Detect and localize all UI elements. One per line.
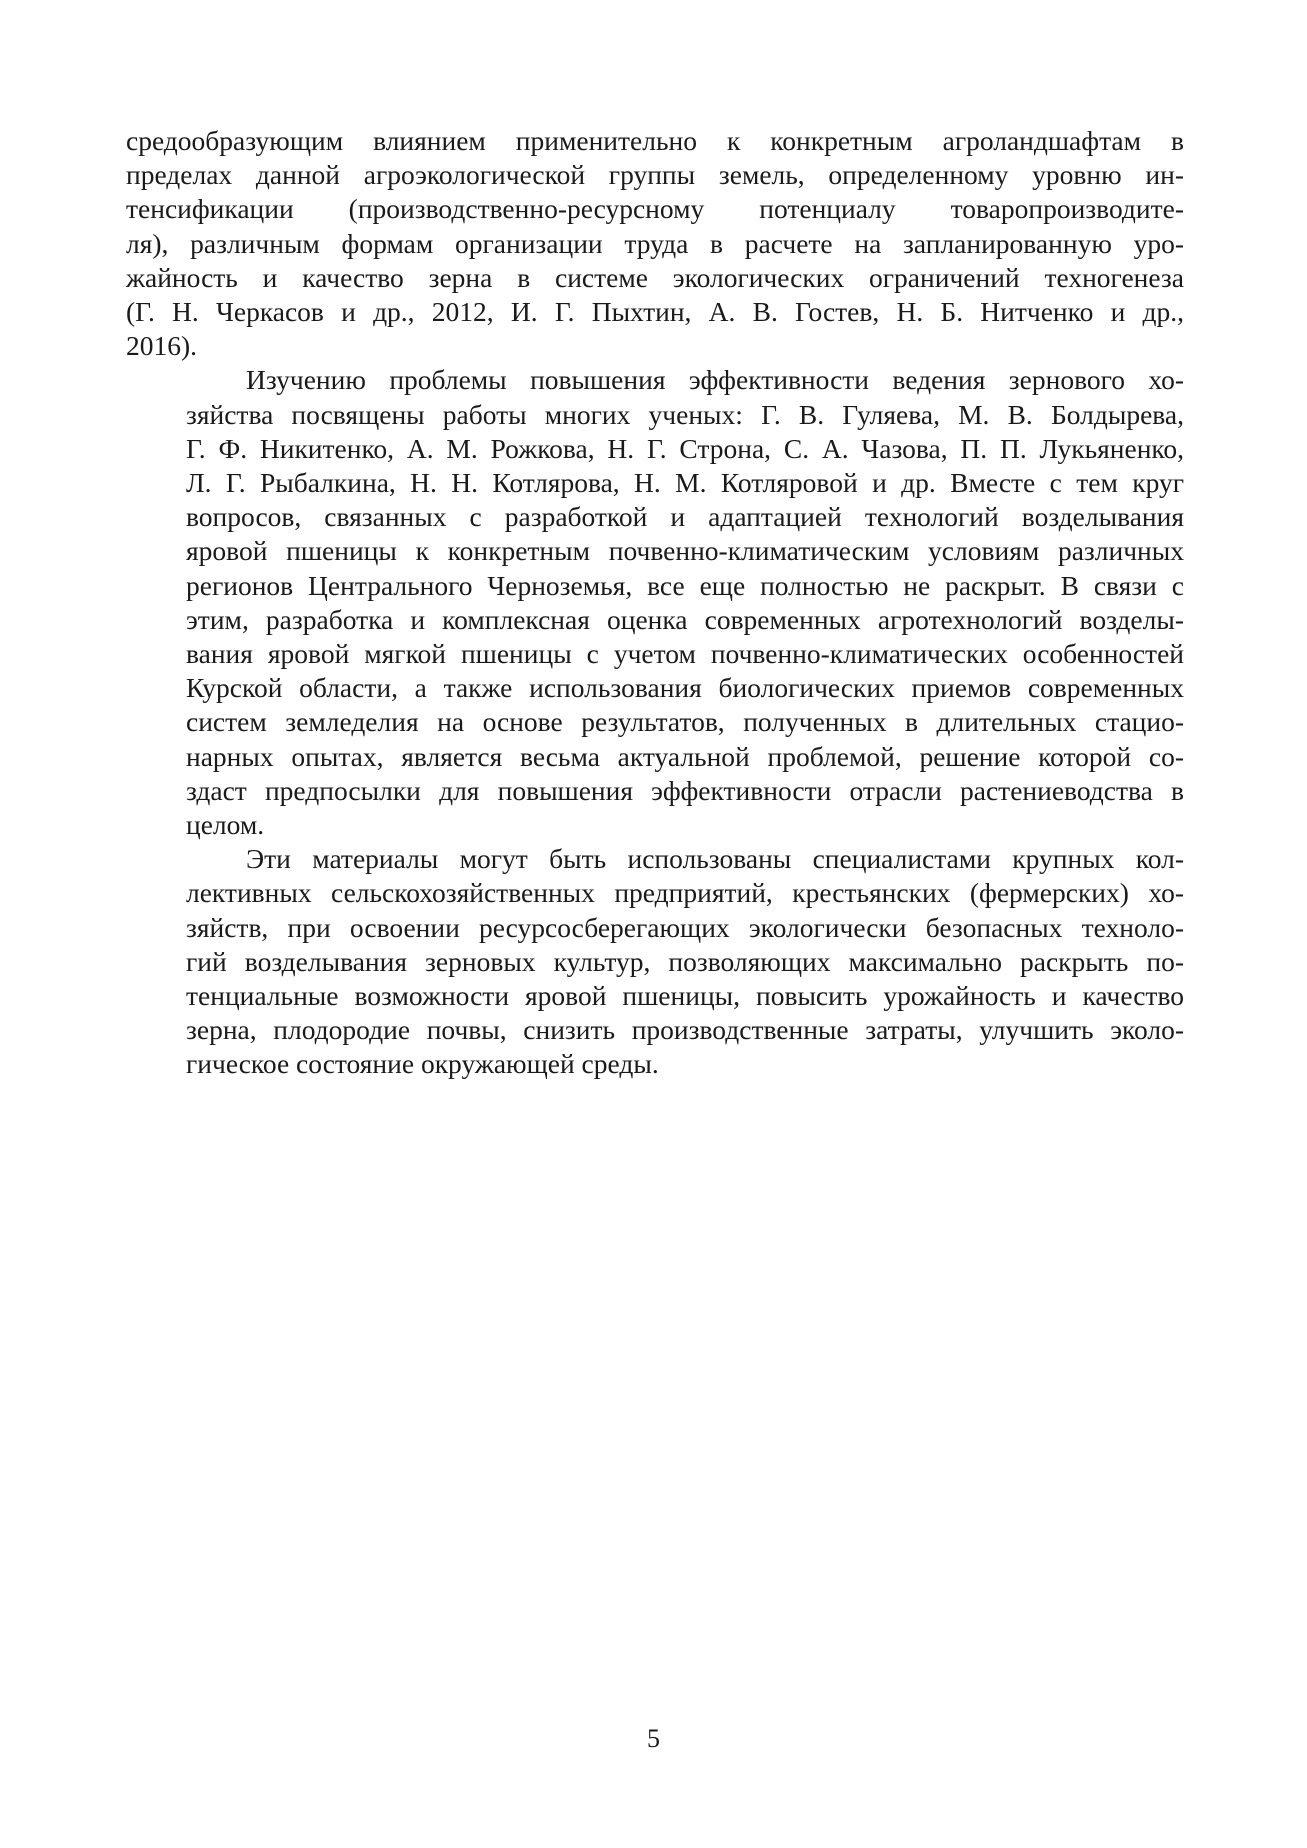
text-line: Эти материалы могут быть использованы специалистами крупных кол- [246, 843, 1184, 875]
text-line: регионов Центрального Черноземья, все еще полностью не раскрыт. В связи с [186, 569, 1184, 601]
text-line: средообразующим влиянием применительно к конкретным агроландшафтам в [126, 125, 1184, 156]
text-line: вопросов, связанных с разработкой и адаптацией технологий возделывания [186, 501, 1184, 533]
text-line: пределах данной агроэкологической группы земель, определенному уровню ин- [126, 159, 1184, 191]
text-line: зяйства посвящены работы многих ученых: Г. В. Гуляева, М. В. Болдырева, [186, 398, 1184, 430]
text-line: яровой пшеницы к конкретным почвенно-климатическим условиям различных [186, 535, 1184, 567]
text-line: вания яровой мягкой пшеницы с учетом почвенно-климатических особенностей [186, 638, 1184, 670]
text-line: Л. Г. Рыбалкина, Н. Н. Котлярова, Н. М. Котляровой и др. Вместе с тем круг [186, 467, 1184, 499]
text-line: целом. [186, 809, 265, 841]
text-line: (Г. Н. Черкасов и др., 2012, И. Г. Пыхтин, А. В. Гостев, Н. Б. Нитченко и др., [126, 296, 1184, 328]
text-line: нарных опытах, является весьма актуальной проблемой, решение которой со- [186, 740, 1184, 772]
page-number: 5 [647, 1724, 660, 1753]
text-line: этим, разработка и комплексная оценка современных агротехнологий возделы- [186, 603, 1184, 635]
text-line: ля), различным формам организации труда в расчете на запланированную уро- [126, 227, 1184, 259]
text-line: Курской области, а также использования биологических приемов современных [186, 672, 1184, 704]
paragraph-2 [126, 363, 1184, 842]
text-line: лективных сельскохозяйственных предприятий, крестьянских (фермерских) хо- [186, 877, 1184, 909]
text-line: гий возделывания зерновых культур, позволяющих максимально раскрыть по- [186, 945, 1184, 977]
paragraph-1 [126, 124, 1184, 363]
text-line: систем земледелия на основе результатов, полученных в длительных стацио- [186, 706, 1184, 738]
text-line: гическое состояние окружающей среды. [186, 1048, 659, 1080]
text-line: зяйств, при освоении ресурсосберегающих экологически безопасных техноло- [186, 911, 1184, 943]
text-line: 2016). [126, 330, 198, 362]
text-line: тенсификации (производственно-ресурсному потенциалу товаропроизводите- [126, 193, 1184, 225]
text-line: тенциальные возможности яровой пшеницы, повысить урожайность и качество [186, 980, 1184, 1012]
text-line: зерна, плодородие почвы, снизить производственные затраты, улучшить эколо- [186, 1014, 1184, 1046]
text-line: здаст предпосылки для повышения эффективности отрасли растениеводства в [186, 774, 1184, 806]
paragraph-3 [126, 842, 1184, 1081]
text-line: Изучению проблемы повышения эффективности ведения зернового хо- [246, 364, 1184, 396]
body-text [126, 124, 1184, 1082]
text-line: жайность и качество зерна в системе экологических ограничений техногенеза [126, 261, 1184, 293]
text-line: Г. Ф. Никитенко, А. М. Рожкова, Н. Г. Строна, С. А. Чазова, П. П. Лукьяненко, [186, 432, 1184, 464]
